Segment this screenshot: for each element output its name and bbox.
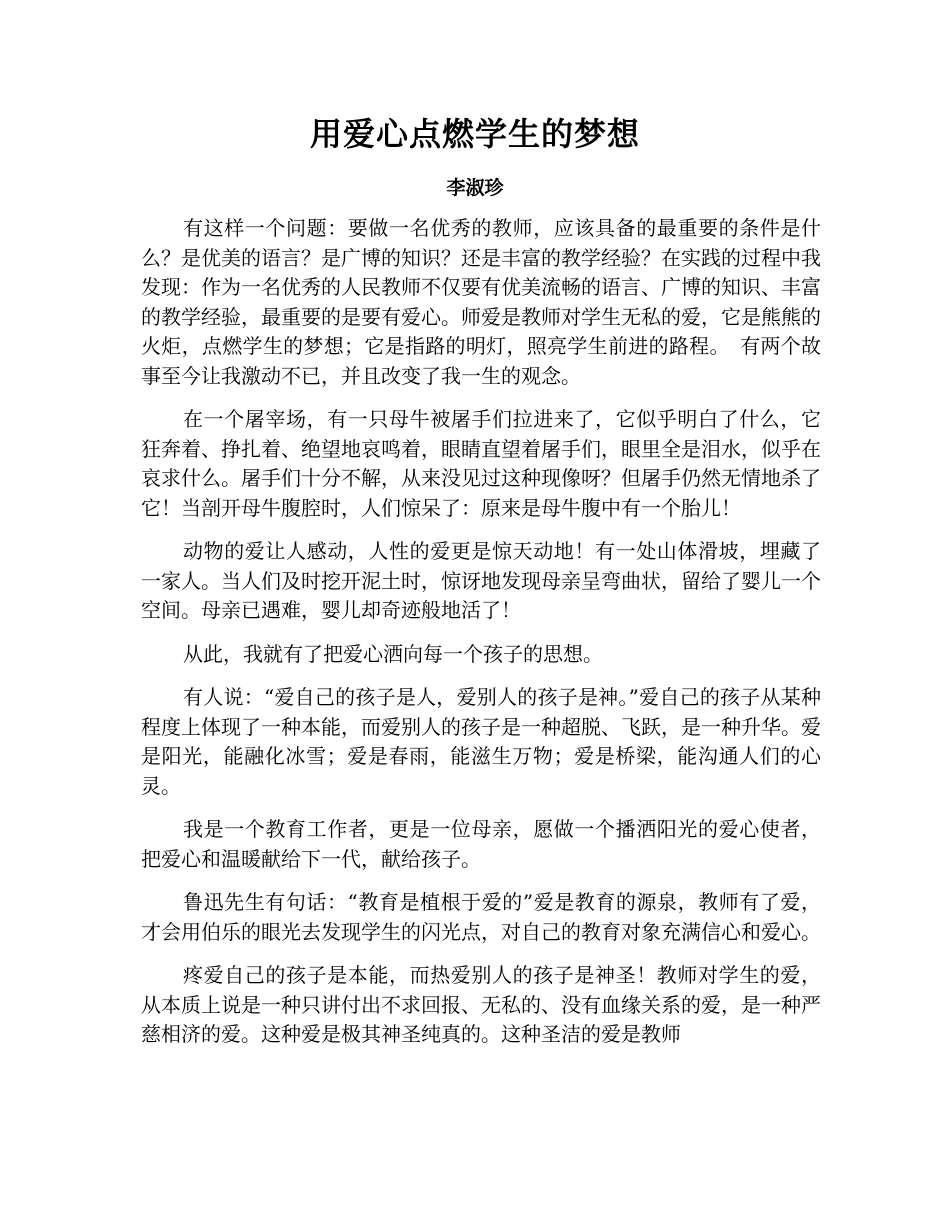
document-body — [141, 214, 821, 1064]
paragraph: 鲁迅先生有句话：“教育是植根于爱的”爱是教育的源泉，教师有了爱，才会用伯乐的眼光去发现学生的闪光点，对自己的教育对象充满信心和爱心。 — [141, 890, 821, 944]
paragraph: 动物的爱让人感动，人性的爱更是惊天动地！有一处山体滑坡，埋藏了一家人。当人们及时挖开泥土时，惊讶地发现母亲呈弯曲状，留给了婴儿一个空间。母亲已遇难，婴儿却奇迹般地活了！ — [141, 539, 821, 622]
paragraph: 有人说：“爱自己的孩子是人，爱别人的孩子是神。”爱自己的孩子从某种程度上体现了一种本能，而爱别人的孩子是一种超脱、飞跃，是一种升华。爱是阳光，能融化冰雪；爱是春雨，能滋生万物；爱是桥梁，能沟通人们的心灵。 — [141, 685, 821, 798]
author-name: 李淑珍 — [446, 177, 504, 199]
paragraph: 有这样一个问题：要做一名优秀的教师，应该具备的最重要的条件是什么？是优美的语言？是广博的知识？还是丰富的教学经验？在实践的过程中我发现：作为一名优秀的人民教师不仅要有优美流畅的语言、广博的知识、丰富的教学经验，最重要的是要有爱心。师爱是教师对学生无私的爱，它是熊熊的火炬，点燃学生的梦想；它是指路的明灯，照亮学生前进的路程。 有两个故事至今让我激动不已，并且改变了我一生的观念。 — [141, 216, 821, 388]
paragraph: 从此，我就有了把爱心洒向每一个孩子的思想。 — [183, 641, 603, 666]
paragraph: 疼爱自己的孩子是本能，而热爱别人的孩子是神圣！教师对学生的爱，从本质上说是一种只讲付出不求回报、无私的、没有血缘关系的爱，是一种严慈相济的爱。这种爱是极其神圣纯真的。这种圣洁的爱是教师 — [141, 963, 821, 1046]
paragraph: 在一个屠宰场，有一只母牛被屠手们拉进来了，它似乎明白了什么，它狂奔着、挣扎着、绝望地哀鸣着，眼睛直望着屠手们，眼里全是泪水，似乎在哀求什么。屠手们十分不解，从来没见过这种现像呀？但屠手仍然无情地杀了它！当剖开母牛腹腔时，人们惊呆了：原来是母牛腹中有一个胎儿！ — [141, 407, 821, 520]
document-title: 用爱心点燃学生的梦想 — [309, 115, 640, 153]
paragraph: 我是一个教育工作者，更是一位母亲，愿做一个播洒阳光的爱心使者，把爱心和温暖献给下一代，献给孩子。 — [141, 817, 821, 871]
